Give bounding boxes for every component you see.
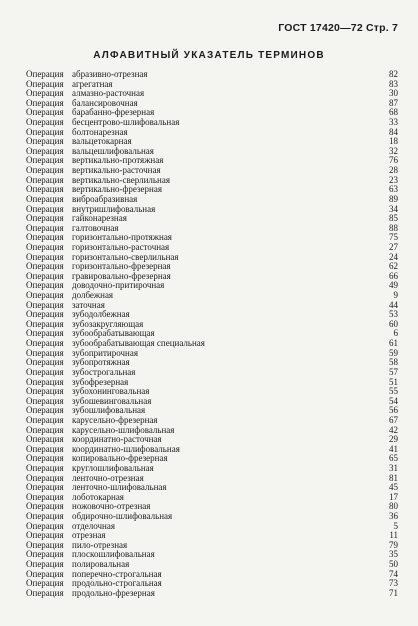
entry-term: алмазно-расточная <box>72 88 145 99</box>
entry-page-number: 81 <box>389 472 398 483</box>
entry-term: поперечно-строгальная <box>72 568 162 579</box>
entry-operation-word: Операция <box>26 405 64 416</box>
entry-page-number: 74 <box>389 568 398 579</box>
entry-term: зубопритирочная <box>72 347 138 358</box>
entry-term: болтонарезная <box>72 126 128 137</box>
entry-page-number: 67 <box>389 414 398 425</box>
entry-operation-word: Операция <box>26 165 64 176</box>
entry-operation-word: Операция <box>26 482 64 493</box>
entry-page-number: 60 <box>389 318 398 329</box>
entry-term: зубострогальная <box>72 366 136 377</box>
entry-page-number: 66 <box>389 270 398 281</box>
page-header: ГОСТ 17420—72 Стр. 7 <box>278 22 398 34</box>
entry-operation-word: Операция <box>26 299 64 310</box>
entry-page-number: 51 <box>389 376 398 387</box>
entry-term: гравировально-фрезерная <box>72 270 171 281</box>
entry-page-number: 24 <box>389 251 398 262</box>
entry-operation-word: Операция <box>26 568 64 579</box>
entry-page-number: 53 <box>389 309 398 320</box>
entry-page-number: 57 <box>389 366 398 377</box>
entry-page-number: 32 <box>389 145 398 156</box>
entry-term: координатно-шлифовальная <box>72 443 180 454</box>
entry-page-number: 65 <box>389 453 398 464</box>
entry-term: зубозакругляющая <box>72 318 144 329</box>
entry-operation-word: Операция <box>26 357 64 368</box>
entry-page-number: 79 <box>389 539 398 550</box>
entry-operation-word: Операция <box>26 251 64 262</box>
entry-term: вальцешлифовальная <box>72 145 154 156</box>
entry-operation-word: Операция <box>26 501 64 512</box>
entry-operation-word: Операция <box>26 261 64 272</box>
entry-term: гайконарезная <box>72 213 127 224</box>
entry-operation-word: Операция <box>26 530 64 541</box>
entry-operation-word: Операция <box>26 462 64 473</box>
entry-term: ленточно-отрезная <box>72 472 144 483</box>
entry-term: горизонтально-сверлильная <box>72 251 179 262</box>
entry-term: плоскошлифовальная <box>72 549 155 560</box>
entry-term: агрегатная <box>72 78 113 89</box>
entry-page-number: 87 <box>389 97 398 108</box>
entry-page-number: 80 <box>389 501 398 512</box>
entry-term: зубошлифовальная <box>72 405 146 416</box>
entry-term: бесцентрово-шлифовальная <box>72 117 180 128</box>
entry-page-number: 5 <box>393 520 398 531</box>
entry-operation-word: Операция <box>26 443 64 454</box>
entry-page-number: 30 <box>389 88 398 99</box>
entry-operation-word: Операция <box>26 434 64 445</box>
entry-term: зубообрабатывающая специальная <box>72 338 205 349</box>
entry-page-number: 84 <box>389 126 398 137</box>
entry-term: барабанно-фрезерная <box>72 107 155 118</box>
entry-term: вертикально-фрезерная <box>72 184 162 195</box>
entry-operation-word: Операция <box>26 539 64 550</box>
entry-operation-word: Операция <box>26 376 64 387</box>
entry-operation-word: Операция <box>26 174 64 185</box>
entry-page-number: 27 <box>389 241 398 252</box>
entry-page-number: 49 <box>389 280 398 291</box>
entry-page-number: 71 <box>389 587 398 598</box>
entry-operation-word: Операция <box>26 136 64 147</box>
entry-page-number: 56 <box>389 405 398 416</box>
entry-page-number: 62 <box>389 261 398 272</box>
entry-term: вертикально-расточная <box>72 165 161 176</box>
entry-page-number: 41 <box>389 443 398 454</box>
entry-term: продольно-фрезерная <box>72 587 155 598</box>
entry-term: зубообрабатывающая <box>72 328 155 339</box>
entry-page-number: 6 <box>393 328 398 339</box>
entry-term: вертикально-протяжная <box>72 155 164 166</box>
entry-operation-word: Операция <box>26 97 64 108</box>
entry-term: доводочно-притирочная <box>72 280 165 291</box>
entry-operation-word: Операция <box>26 491 64 502</box>
entry-operation-word: Операция <box>26 145 64 156</box>
entry-page-number: 88 <box>389 222 398 233</box>
entry-page-number: 18 <box>389 136 398 147</box>
entry-term: отделочная <box>72 520 116 531</box>
entry-operation-word: Операция <box>26 318 64 329</box>
entry-term: зубофрезерная <box>72 376 129 387</box>
entry-term: координатно-расточная <box>72 434 162 445</box>
entry-term: горизонтально-фрезерная <box>72 261 171 272</box>
entry-operation-word: Операция <box>26 107 64 118</box>
entry-operation-word: Операция <box>26 395 64 406</box>
entry-page-number: 82 <box>389 69 398 79</box>
entry-operation-word: Операция <box>26 203 64 214</box>
entry-page-number: 55 <box>389 386 398 397</box>
entry-term: карусельно-шлифовальная <box>72 424 175 435</box>
index-title: АЛФАВИТНЫЙ УКАЗАТЕЛЬ ТЕРМИНОВ <box>93 50 325 61</box>
entry-operation-word: Операция <box>26 366 64 377</box>
entry-operation-word: Операция <box>26 309 64 320</box>
entry-page-number: 58 <box>389 357 398 368</box>
entry-term: балансировочная <box>72 97 138 108</box>
entry-operation-word: Операция <box>26 347 64 358</box>
entry-operation-word: Операция <box>26 213 64 224</box>
entry-operation-word: Операция <box>26 78 64 89</box>
entry-operation-word: Операция <box>26 222 64 233</box>
entry-term: копировально-фрезерная <box>72 453 168 464</box>
term-index-list <box>26 70 398 599</box>
entry-page-number: 45 <box>389 482 398 493</box>
entry-page-number: 36 <box>389 511 398 522</box>
entry-operation-word: Операция <box>26 559 64 570</box>
entry-term: заточная <box>72 299 105 310</box>
entry-page-number: 9 <box>393 290 398 301</box>
entry-page-number: 68 <box>389 107 398 118</box>
index-entry <box>26 589 398 599</box>
entry-page-number: 29 <box>389 434 398 445</box>
entry-operation-word: Операция <box>26 520 64 531</box>
entry-page-number: 75 <box>389 232 398 243</box>
entry-page-number: 31 <box>389 462 398 473</box>
entry-operation-word: Операция <box>26 126 64 137</box>
entry-operation-word: Операция <box>26 414 64 425</box>
entry-term: обдирочно-шлифовальная <box>72 511 173 522</box>
entry-operation-word: Операция <box>26 88 64 99</box>
entry-operation-word: Операция <box>26 472 64 483</box>
entry-operation-word: Операция <box>26 386 64 397</box>
entry-term: лоботокарная <box>72 491 124 502</box>
entry-page-number: 61 <box>389 338 398 349</box>
entry-page-number: 50 <box>389 559 398 570</box>
entry-term: полировальная <box>72 559 130 570</box>
entry-page-number: 85 <box>389 213 398 224</box>
entry-term: круглошлифовальная <box>72 462 154 473</box>
entry-page-number: 11 <box>389 530 398 541</box>
entry-page-number: 76 <box>389 155 398 166</box>
entry-page-number: 33 <box>389 117 398 128</box>
entry-page-number: 42 <box>389 424 398 435</box>
entry-operation-word: Операция <box>26 453 64 464</box>
entry-term: ленточно-шлифовальная <box>72 482 167 493</box>
entry-term: галтовочная <box>72 222 119 233</box>
entry-operation-word: Операция <box>26 155 64 166</box>
entry-page-number: 59 <box>389 347 398 358</box>
entry-term: вертикально-сверлильная <box>72 174 170 185</box>
entry-operation-word: Операция <box>26 587 64 598</box>
entry-operation-word: Операция <box>26 511 64 522</box>
entry-page-number: 83 <box>389 78 398 89</box>
entry-operation-word: Операция <box>26 328 64 339</box>
entry-page-number: 73 <box>389 578 398 589</box>
entry-page-number: 23 <box>389 174 398 185</box>
entry-term: карусельно-фрезерная <box>72 414 158 425</box>
entry-term: отрезная <box>72 530 106 541</box>
entry-operation-word: Операция <box>26 69 64 79</box>
entry-page-number: 34 <box>389 203 398 214</box>
entry-operation-word: Операция <box>26 578 64 589</box>
entry-operation-word: Операция <box>26 424 64 435</box>
entry-operation-word: Операция <box>26 280 64 291</box>
entry-term: горизонтально-расточная <box>72 241 170 252</box>
entry-term: долбежная <box>72 290 114 301</box>
entry-operation-word: Операция <box>26 232 64 243</box>
entry-term: абразивно-отрезная <box>72 69 148 79</box>
entry-page-number: 28 <box>389 165 398 176</box>
entry-operation-word: Операция <box>26 338 64 349</box>
entry-operation-word: Операция <box>26 184 64 195</box>
entry-operation-word: Операция <box>26 290 64 301</box>
entry-term: ножовочно-отрезная <box>72 501 151 512</box>
entry-term: виброабразивная <box>72 193 138 204</box>
entry-operation-word: Операция <box>26 117 64 128</box>
entry-operation-word: Операция <box>26 549 64 560</box>
entry-term: внутришлифовальная <box>72 203 156 214</box>
entry-term: зубопротяжная <box>72 357 130 368</box>
entry-operation-word: Операция <box>26 270 64 281</box>
entry-term: вальцетокарная <box>72 136 132 147</box>
entry-term: зубошевинговальная <box>72 395 152 406</box>
entry-term: продольно-строгальная <box>72 578 162 589</box>
entry-page-number: 17 <box>389 491 398 502</box>
entry-operation-word: Операция <box>26 193 64 204</box>
entry-operation-word: Операция <box>26 241 64 252</box>
entry-term: горизонтально-протяжная <box>72 232 172 243</box>
entry-page-number: 35 <box>389 549 398 560</box>
entry-page-number: 89 <box>389 193 398 204</box>
entry-term: пило-отрезная <box>72 539 128 550</box>
entry-term: зубохонинговальная <box>72 386 150 397</box>
entry-page-number: 44 <box>389 299 398 310</box>
entry-page-number: 63 <box>389 184 398 195</box>
entry-term: зубодолбежная <box>72 309 130 320</box>
entry-page-number: 54 <box>389 395 398 406</box>
